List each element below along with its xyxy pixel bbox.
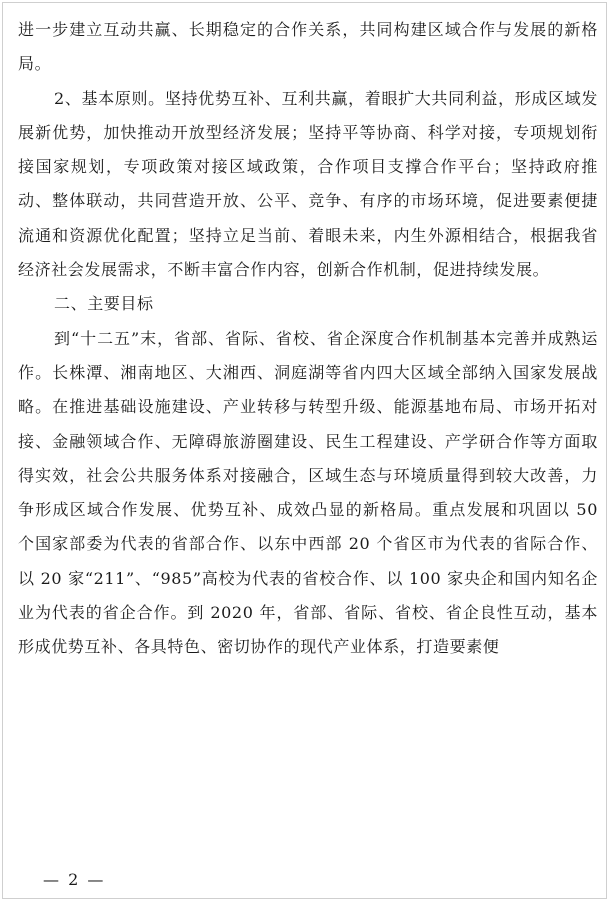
paragraph-basic-principles: 2、基本原则。坚持优势互补、互利共赢，着眼扩大共同利益，形成区域发展新优势，加快推动开放型经济发展；坚持平等协商、科学对接，专项规划衔接国家规划，专项政策对接区域政策，合作项目支撑合作平台；坚持政府推动、整体联动，共同营造开放、公平、竞争、有序的市场环境，促进要素便捷流通和资源优化配置；坚持立足当前、着眼未来，内生外源相结合，根据我省经济社会发展需求，不断丰富合作内容，创新合作机制，促进持续发展。 — [18, 88, 598, 280]
paragraph-cooperation-pattern: 进一步建立互动共赢、长期稳定的合作关系，共同构建区域合作与发展的新格局。 — [18, 20, 598, 74]
section-heading-main-goals: 二、主要目标 — [54, 294, 154, 314]
page-number: — 2 — — [43, 870, 106, 889]
document-page — [2, 2, 607, 899]
paragraph-main-goals: 到“十二五”末，省部、省际、省校、省企深度合作机制基本完善并成熟运作。长株潭、湘南地区、大湘西、洞庭湖等省内四大区域全部纳入国家发展战略。在推进基础设施建设、产业转移与转型升级、能源基地布局、市场开拓对接、金融领域合作、无障碍旅游圈建设、民生工程建设、产学研合作等方面取得实效，社会公共服务体系对接融合，区域生态与环境质量得到较大改善，力争形成区域合作发展、优势互补、成效凸显的新格局。重点发展和巩固以 50 个国家部委为代表的省部合作、以东中西部 20 个省区市为代表的省际合作、以 20 家“211”、“985”高校为代表的省校合作、以 100 家央企和国内知名企业为代表的省企合作。到 2020 年，省部、省际、省校、省企良性互动，基本形成优势互补、各具特色、密切协作的现代产业体系，打造要素便 — [18, 328, 598, 657]
document-body — [18, 13, 598, 665]
